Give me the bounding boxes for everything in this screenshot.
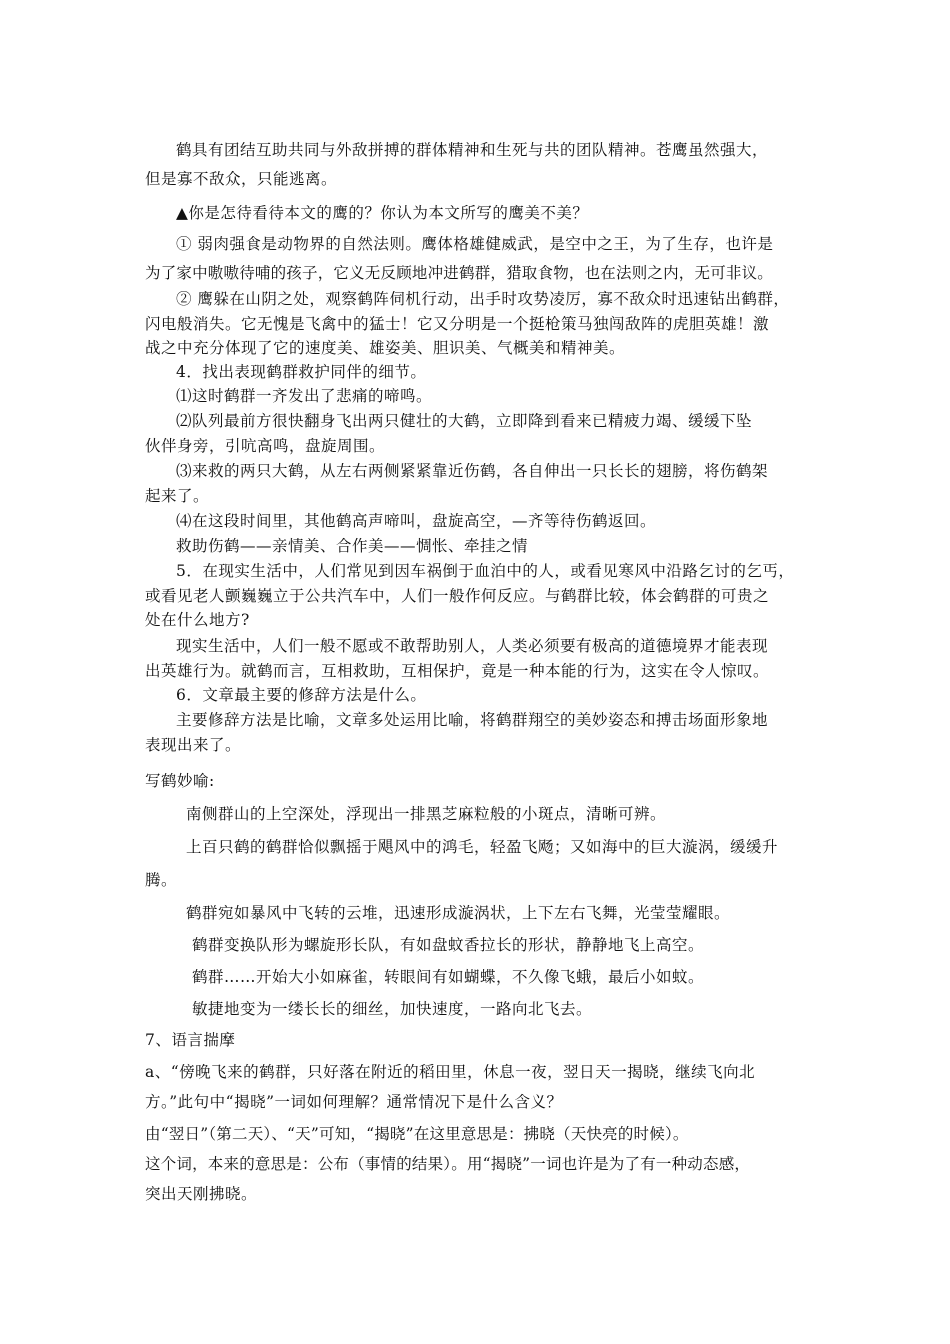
list-item: ⑷在这段时间里，其他鹤高声啼叫，盘旋高空，—齐等待伤鹤返回。 [176, 512, 657, 530]
paragraph-line: 出英雄行为。就鹤而言，互相救助，互相保护，竟是一种本能的行为，这实在令人惊叹。 [145, 662, 770, 680]
answer-line: 这个词，本来的意思是：公布（事情的结果）。用“揭晓”一词也许是为了有一种动态感， [145, 1155, 751, 1173]
paragraph-line: ① 弱肉强食是动物界的自然法则。鹰体格雄健威武，是空中之王，为了生存，也许是 [176, 235, 774, 253]
quote-line: 鹤群……开始大小如麻雀，转眼间有如蝴蝶，不久像飞蛾，最后小如蚊。 [192, 968, 705, 986]
list-item: ⑵队列最前方很快翻身飞出两只健壮的大鹤，立即降到看来已精疲力竭、缓缓下坠 [176, 412, 753, 430]
paragraph-line: 为了家中嗷嗷待哺的孩子，它义无反顾地冲进鹤群，猎取食物，也在法则之内，无可非议。 [145, 264, 774, 282]
paragraph-line: 但是寡不敌众，只能逃离。 [145, 170, 338, 188]
summary-line: 救助伤鹤——亲情美、合作美——惆怅、牵挂之情 [176, 537, 529, 555]
paragraph-line: 或看见老人颤巍巍立于公共汽车中，人们一般作何反应。与鹤群比较，体会鹤群的可贵之 [145, 587, 770, 605]
question-line: ▲你是怎待看待本文的鹰的？你认为本文所写的鹰美不美？ [176, 204, 589, 222]
paragraph-line: 伙伴身旁，引吭高鸣，盘旋周围。 [145, 437, 386, 455]
paragraph-line: 战之中充分体现了它的速度美、雄姿美、胆识美、气概美和精神美。 [145, 339, 626, 357]
question-line: a、“傍晚飞来的鹤群，只好落在附近的稻田里，休息一夜，翌日天一揭晓，继续飞向北 [145, 1063, 756, 1081]
quote-line: 鹤群变换队形为螺旋形长队，有如盘蚊香拉长的形状，静静地飞上高空。 [192, 936, 705, 954]
question-line: 5．在现实生活中，人们常见到因车祸倒于血泊中的人，或看见寒风中沿路乞讨的乞丐， [176, 562, 795, 580]
list-item: ⑶来救的两只大鹤，从左右两侧紧紧靠近伤鹤，各自伸出一只长长的翅膀，将伤鹤架 [176, 462, 769, 480]
paragraph-line: 现实生活中，人们一般不愿或不敢帮助别人，人类必须要有极高的道德境界才能表现 [176, 637, 769, 655]
paragraph-line: ② 鹰躲在山阴之处，观察鹤阵伺机行动，出手时攻势凌厉，寡不敌众时迅速钻出鹤群， [176, 290, 790, 308]
question-line: 方。”此句中“揭晓”一词如何理解？通常情况下是什么含义？ [145, 1093, 563, 1111]
question-line: 6．文章最主要的修辞方法是什么。 [176, 686, 427, 704]
quote-line: 上百只鹤的鹤群恰似飘摇于飓风中的鸿毛，轻盈飞飏；又如海中的巨大漩涡，缓缓升 [186, 838, 779, 856]
list-item: ⑴这时鹤群一齐发出了悲痛的啼鸣。 [176, 387, 433, 405]
quote-line: 腾。 [145, 871, 178, 889]
paragraph-line: 闪电般消失。它无愧是飞禽中的猛士！它又分明是一个挺枪策马独闯敌阵的虎胆英雄！激 [145, 315, 770, 333]
paragraph-line: 起来了。 [145, 487, 210, 505]
paragraph-line: 主要修辞方法是比喻，文章多处运用比喻，将鹤群翔空的美妙姿态和搏击场面形象地 [176, 711, 769, 729]
paragraph-line: 鹤具有团结互助共同与外敌拼搏的群体精神和生死与共的团队精神。苍鹰虽然强大， [176, 141, 769, 159]
paragraph-line: 处在什么地方? [145, 611, 250, 629]
quote-line: 南侧群山的上空深处，浮现出一排黑芝麻粒般的小斑点，清晰可辨。 [186, 805, 667, 823]
section-heading: 7、语言揣摩 [145, 1031, 236, 1049]
quote-line: 敏捷地变为一缕长长的细丝，加快速度，一路向北飞去。 [192, 1000, 593, 1018]
section-heading: 写鹤妙喻: [145, 772, 215, 790]
answer-line: 突出天刚拂晓。 [145, 1185, 258, 1203]
paragraph-line: 表现出来了。 [145, 736, 242, 754]
question-line: 4．找出表现鹤群救护同伴的细节。 [176, 363, 427, 381]
answer-line: 由“翌日”（第二天）、“天”可知，“揭晓”在这里意思是：拂晓（天快亮的时候）。 [145, 1125, 689, 1143]
quote-line: 鹤群宛如暴风中飞转的云堆，迅速形成漩涡状，上下左右飞舞，光莹莹耀眼。 [186, 904, 731, 922]
